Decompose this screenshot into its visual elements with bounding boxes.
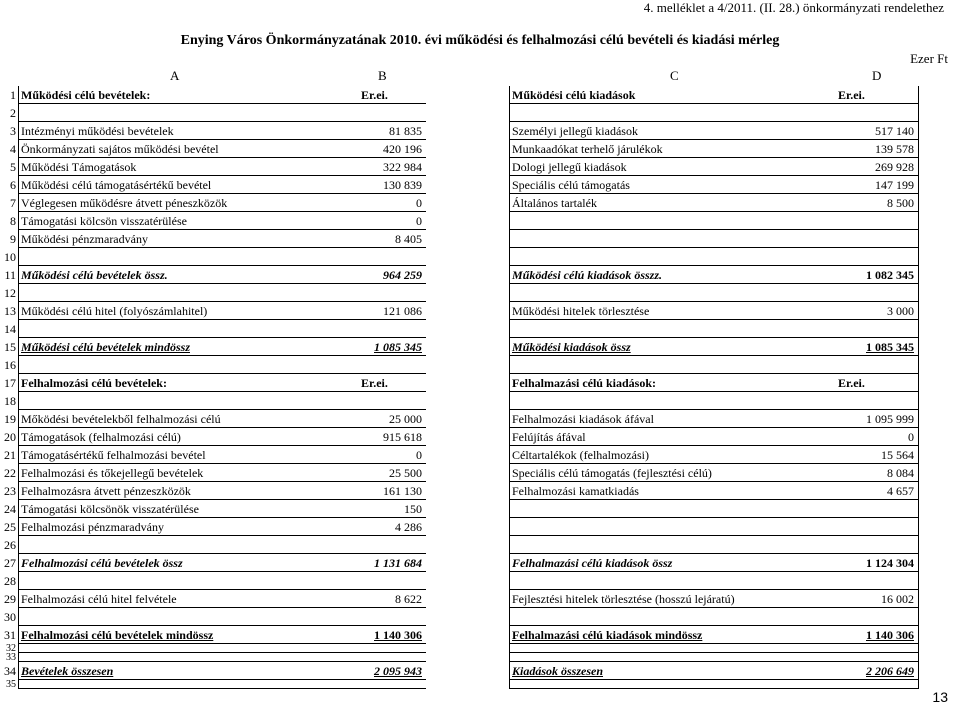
table-row	[0, 104, 942, 122]
page-number: 13	[932, 689, 948, 705]
expense-cell	[509, 572, 919, 590]
table-row	[0, 266, 942, 284]
row-number: 26	[4, 538, 16, 552]
expense-cell	[509, 194, 919, 212]
table-row	[0, 608, 942, 626]
expense-value: 139 578	[875, 142, 914, 156]
expense-value: 1 095 999	[866, 412, 914, 426]
expense-cell	[509, 212, 919, 230]
table-row	[0, 140, 942, 158]
expense-cell	[509, 590, 919, 608]
revenue-cell	[18, 194, 426, 212]
revenue-value: 420 196	[383, 142, 422, 156]
revenue-cell	[18, 554, 426, 572]
revenue-value: Er.ei.	[361, 88, 388, 102]
expense-label: Kiadások összesen	[512, 664, 604, 678]
expense-cell	[509, 284, 919, 302]
row-number: 27	[4, 556, 16, 570]
table-row	[0, 554, 942, 572]
table-row	[0, 680, 942, 689]
revenue-label: Támogatások (felhalmozási célú)	[21, 430, 181, 444]
expense-cell	[509, 176, 919, 194]
revenue-cell	[18, 653, 426, 662]
revenue-label: Felhalmozási célú bevételek össz	[21, 556, 183, 570]
row-number: 21	[4, 448, 16, 462]
expense-cell	[509, 518, 919, 536]
header-note: 4. melléklet a 4/2011. (II. 28.) önkormányzati rendelethez	[643, 0, 944, 15]
revenue-value: 81 835	[389, 124, 422, 138]
expense-cell	[509, 122, 919, 140]
row-number: 2	[10, 106, 16, 120]
table-row	[0, 374, 942, 392]
revenue-value: 0	[416, 448, 422, 462]
revenue-value: 322 984	[383, 160, 422, 174]
table-row	[0, 158, 942, 176]
expense-label: Fejlesztési hitelek törlesztése (hosszú lejáratú)	[512, 592, 735, 606]
row-number: 8	[10, 214, 16, 228]
expense-label: Dologi jellegű kiadások	[512, 160, 627, 174]
row-number: 11	[4, 268, 16, 282]
row-number: 18	[4, 394, 16, 408]
expense-value: 8 084	[887, 466, 914, 480]
revenue-value: 25 000	[389, 412, 422, 426]
row-number: 24	[4, 502, 16, 516]
expense-label: Felhalmozási kiadások áfával	[512, 412, 654, 426]
expense-label: Felújítás áfával	[512, 430, 586, 444]
table-row	[0, 536, 942, 554]
row-number: 6	[10, 178, 16, 192]
expense-value: 15 564	[881, 448, 914, 462]
revenue-cell	[18, 500, 426, 518]
revenue-cell	[18, 536, 426, 554]
column-header-d: D	[872, 68, 882, 83]
row-number: 3	[10, 124, 16, 138]
revenue-label: Mőködési bevételekből felhalmozási célú	[21, 412, 221, 426]
revenue-value: 964 259	[383, 268, 422, 282]
expense-cell	[509, 266, 919, 284]
expense-cell	[509, 644, 919, 653]
expense-cell	[509, 464, 919, 482]
row-number: 1	[10, 88, 16, 102]
revenue-cell	[18, 212, 426, 230]
expense-label: Általános tartalék	[512, 196, 597, 210]
table-row	[0, 572, 942, 590]
expense-cell	[509, 536, 919, 554]
revenue-value: 8 622	[395, 592, 422, 606]
expense-cell	[509, 662, 919, 680]
row-number: 12	[4, 286, 16, 300]
expense-cell	[509, 410, 919, 428]
table-row	[0, 86, 942, 104]
expense-value: 0	[908, 430, 914, 444]
revenue-label: Támogatási kölcsön visszatérülése	[21, 214, 187, 228]
revenue-value: 1 085 345	[374, 340, 422, 354]
expense-value: 147 199	[875, 178, 914, 192]
row-number: 17	[4, 376, 16, 390]
expense-cell	[509, 374, 919, 392]
revenue-cell	[18, 284, 426, 302]
expense-label: Felhalmazási célú kiadások:	[512, 376, 657, 390]
revenue-label: Felhalmozási célú bevételek:	[21, 376, 167, 390]
table-row	[0, 320, 942, 338]
revenue-value: 0	[416, 196, 422, 210]
expense-value: 1 124 304	[866, 556, 914, 570]
table-row	[0, 410, 942, 428]
expense-cell	[509, 608, 919, 626]
expense-cell	[509, 482, 919, 500]
revenue-value: 25 500	[389, 466, 422, 480]
row-number: 16	[4, 358, 16, 372]
column-header-a: A	[170, 68, 180, 83]
expense-cell	[509, 302, 919, 320]
revenue-cell	[18, 482, 426, 500]
expense-cell	[509, 680, 919, 689]
table-row	[0, 518, 942, 536]
expense-cell	[509, 158, 919, 176]
column-header-c: C	[670, 68, 679, 83]
row-number: 30	[4, 610, 16, 624]
table-row	[0, 356, 942, 374]
revenue-label: Támogatásértékű felhalmozási bevétel	[21, 448, 206, 462]
revenue-cell	[18, 104, 426, 122]
revenue-label: Felhalmozásra átvett pénzeszközök	[21, 484, 191, 498]
expense-label: Felhalmazási célú kiadások össz	[512, 556, 673, 570]
table-row	[0, 302, 942, 320]
revenue-label: Véglegesen működésre átvett péneszközök	[21, 196, 228, 210]
expense-value: 8 500	[887, 196, 914, 210]
revenue-cell	[18, 608, 426, 626]
table-row	[0, 653, 942, 662]
revenue-cell	[18, 230, 426, 248]
expense-label: Felhalmazási célú kiadások mindössz	[512, 628, 703, 642]
row-number: 35	[6, 679, 16, 690]
revenue-cell	[18, 680, 426, 689]
revenue-cell	[18, 428, 426, 446]
table-row	[0, 194, 942, 212]
expense-cell	[509, 500, 919, 518]
table-row	[0, 626, 942, 644]
expense-label: Felhalmozási kamatkiadás	[512, 484, 639, 498]
table-row	[0, 428, 942, 446]
revenue-cell	[18, 626, 426, 644]
expense-label: Működési kiadások össz	[512, 340, 631, 354]
revenue-cell	[18, 446, 426, 464]
revenue-cell	[18, 266, 426, 284]
expense-cell	[509, 653, 919, 662]
expense-value: 1 140 306	[866, 628, 914, 642]
column-header-b: B	[378, 68, 387, 83]
table-row	[0, 482, 942, 500]
expense-value: 16 002	[881, 592, 914, 606]
expense-value: 4 657	[887, 484, 914, 498]
table-row	[0, 122, 942, 140]
revenue-cell	[18, 302, 426, 320]
expense-label: Speciális célú támogatás	[512, 178, 630, 192]
revenue-label: Működési célú bevételek össz.	[21, 268, 168, 282]
revenue-cell	[18, 338, 426, 356]
table-row	[0, 464, 942, 482]
table-row	[0, 176, 942, 194]
expense-value: 3 000	[887, 304, 914, 318]
row-number: 34	[4, 664, 16, 678]
expense-label: Speciális célú támogatás (fejlesztési célú)	[512, 466, 712, 480]
revenue-label: Felhalmozási pénzmaradvány	[21, 520, 164, 534]
expense-label: Működési hitelek törlesztése	[512, 304, 650, 318]
expense-cell	[509, 104, 919, 122]
revenue-label: Működési pénzmaradvány	[21, 232, 148, 246]
expense-value: 1 085 345	[866, 340, 914, 354]
revenue-cell	[18, 662, 426, 680]
expense-label: Munkaadókat terhelő járulékok	[512, 142, 663, 156]
revenue-label: Támogatási kölcsönök visszatérülése	[21, 502, 199, 516]
revenue-cell	[18, 464, 426, 482]
revenue-cell	[18, 356, 426, 374]
expense-cell	[509, 338, 919, 356]
unit-label: Ezer Ft	[910, 51, 948, 66]
expense-cell	[509, 86, 919, 104]
row-number: 33	[6, 652, 16, 663]
table-row	[0, 212, 942, 230]
table-row	[0, 392, 942, 410]
revenue-value: 0	[416, 214, 422, 228]
table-row	[0, 338, 942, 356]
revenue-cell	[18, 176, 426, 194]
expense-label: Működési célú kiadások	[512, 88, 636, 102]
revenue-cell	[18, 248, 426, 266]
revenue-value: 915 618	[383, 430, 422, 444]
expense-value: 1 082 345	[866, 268, 914, 282]
row-number: 13	[4, 304, 16, 318]
row-number: 15	[4, 340, 16, 354]
revenue-cell	[18, 410, 426, 428]
revenue-value: 2 095 943	[374, 664, 422, 678]
row-number: 25	[4, 520, 16, 534]
revenue-label: Működési célú bevételek mindössz	[21, 340, 190, 354]
revenue-value: Er.ei.	[361, 376, 388, 390]
table-row	[0, 446, 942, 464]
balance-table	[0, 86, 942, 689]
expense-value: Er.ei.	[838, 376, 865, 390]
revenue-cell	[18, 518, 426, 536]
expense-value: Er.ei.	[838, 88, 865, 102]
revenue-cell	[18, 140, 426, 158]
revenue-label: Felhalmozási és tőkejellegű bevételek	[21, 466, 204, 480]
revenue-label: Felhalmozási célú bevételek mindössz	[21, 628, 214, 642]
row-number: 10	[4, 250, 16, 264]
revenue-cell	[18, 572, 426, 590]
row-number: 29	[4, 592, 16, 606]
expense-cell	[509, 230, 919, 248]
expense-label: Személyi jellegű kiadások	[512, 124, 638, 138]
revenue-value: 121 086	[383, 304, 422, 318]
revenue-label: Működési célú támogatásértékű bevétel	[21, 178, 212, 192]
revenue-value: 150	[404, 502, 422, 516]
revenue-value: 161 130	[383, 484, 422, 498]
row-number: 5	[10, 160, 16, 174]
revenue-cell	[18, 122, 426, 140]
expense-cell	[509, 140, 919, 158]
revenue-label: Önkormányzati sajátos működési bevétel	[21, 142, 219, 156]
expense-label: Céltartalékok (felhalmozási)	[512, 448, 649, 462]
revenue-cell	[18, 644, 426, 653]
table-row	[0, 590, 942, 608]
expense-value: 517 140	[875, 124, 914, 138]
revenue-label: Működési Támogatások	[21, 160, 137, 174]
expense-cell	[509, 320, 919, 338]
revenue-cell	[18, 158, 426, 176]
revenue-cell	[18, 590, 426, 608]
row-number: 20	[4, 430, 16, 444]
row-number: 7	[10, 196, 16, 210]
expense-cell	[509, 248, 919, 266]
revenue-label: Bevételek összesen	[21, 664, 114, 678]
revenue-cell	[18, 86, 426, 104]
expense-cell	[509, 626, 919, 644]
expense-cell	[509, 446, 919, 464]
expense-value: 2 206 649	[866, 664, 914, 678]
revenue-value: 130 839	[383, 178, 422, 192]
row-number: 23	[4, 484, 16, 498]
revenue-label: Működési célú hitel (folyószámlahitel)	[21, 304, 208, 318]
row-number: 4	[10, 142, 16, 156]
revenue-label: Intézményi működési bevételek	[21, 124, 174, 138]
table-row	[0, 500, 942, 518]
document-title: Enying Város Önkormányzatának 2010. évi működési és felhalmozási célú bevételi és kiadási mérleg	[180, 33, 780, 48]
row-number: 31	[4, 628, 16, 642]
row-number: 14	[4, 322, 16, 336]
row-number: 9	[10, 232, 16, 246]
row-number: 22	[4, 466, 16, 480]
revenue-value: 4 286	[395, 520, 422, 534]
revenue-value: 1 140 306	[374, 628, 422, 642]
row-number: 28	[4, 574, 16, 588]
expense-cell	[509, 428, 919, 446]
expense-value: 269 928	[875, 160, 914, 174]
revenue-value: 8 405	[395, 232, 422, 246]
expense-label: Működési célú kiadások összz.	[512, 268, 663, 282]
revenue-value: 1 131 684	[374, 556, 422, 570]
expense-cell	[509, 554, 919, 572]
table-row	[0, 662, 942, 680]
row-number: 32	[6, 643, 16, 654]
revenue-cell	[18, 320, 426, 338]
table-row	[0, 248, 942, 266]
revenue-label: Felhalmozási célú hitel felvétele	[21, 592, 177, 606]
revenue-cell	[18, 392, 426, 410]
expense-cell	[509, 392, 919, 410]
table-row	[0, 230, 942, 248]
revenue-cell	[18, 374, 426, 392]
row-number: 19	[4, 412, 16, 426]
table-row	[0, 284, 942, 302]
revenue-label: Működési célú bevételek:	[21, 88, 151, 102]
expense-cell	[509, 356, 919, 374]
table-row	[0, 644, 942, 653]
